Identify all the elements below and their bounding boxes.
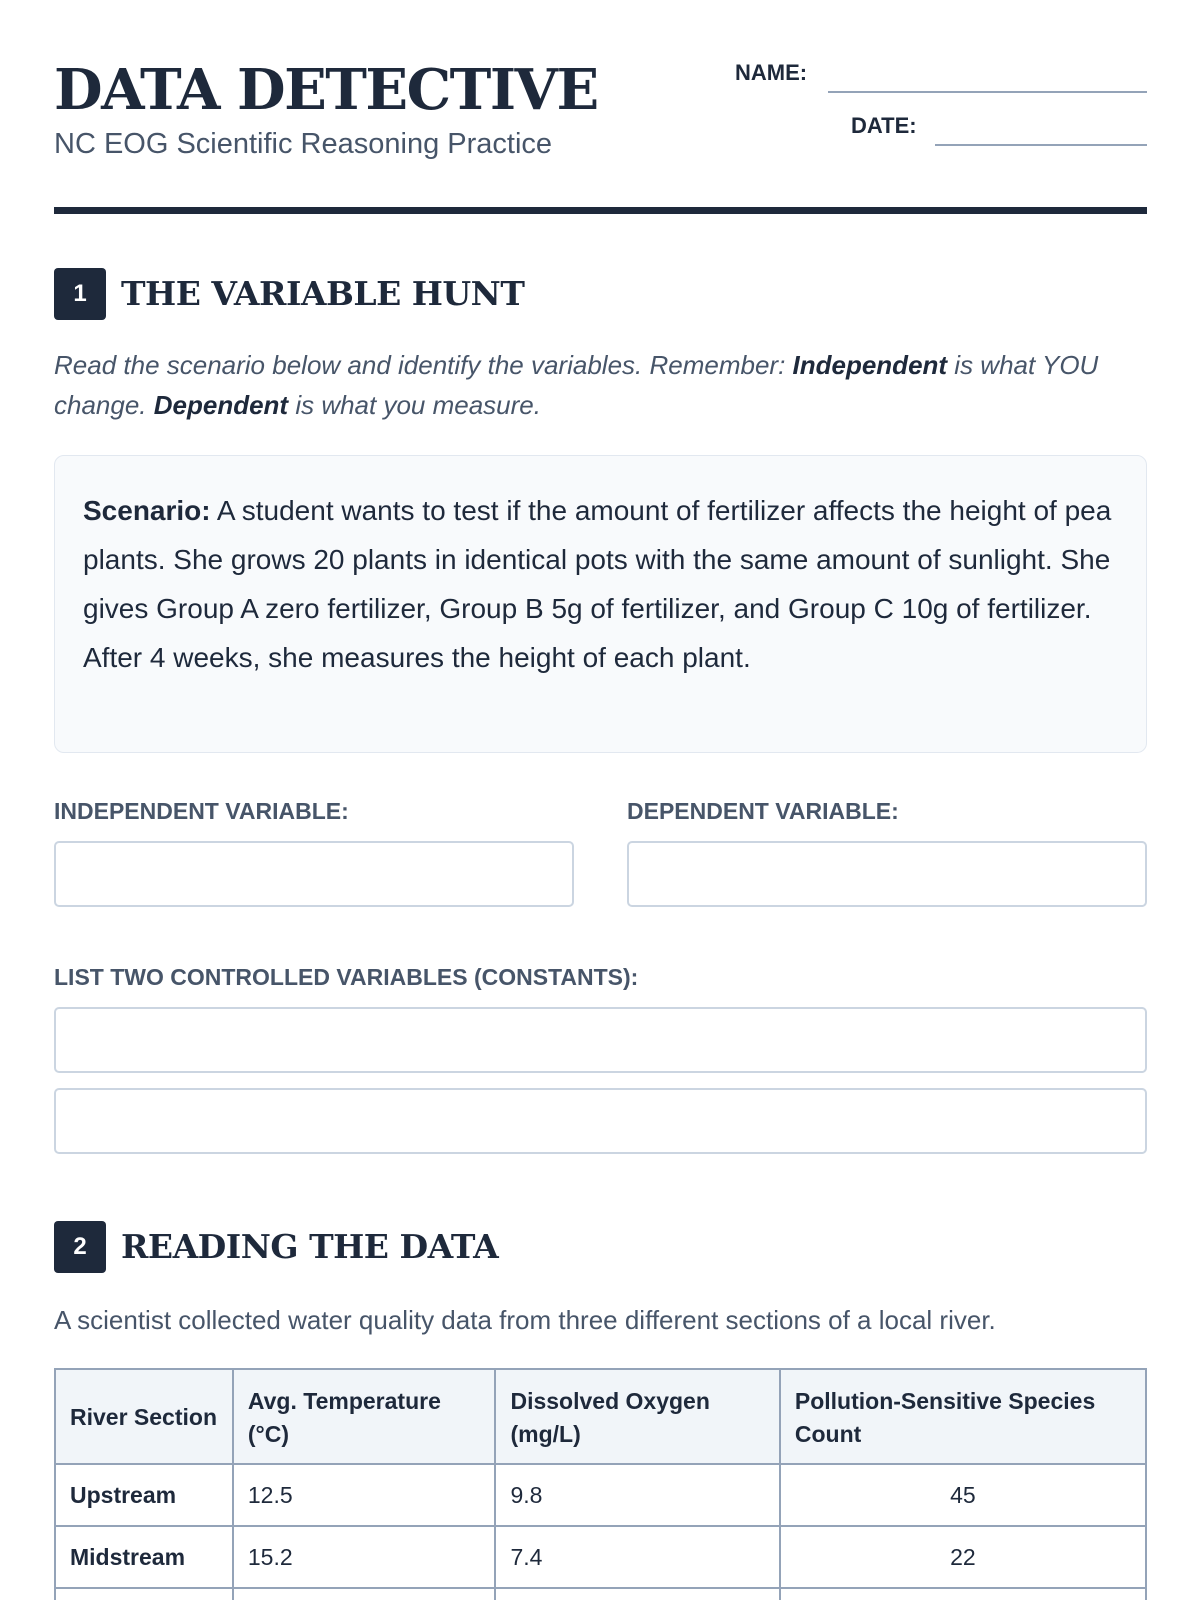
column-header: Dissolved Oxygen (mg/L) — [495, 1369, 779, 1464]
section-number-badge: 1 — [54, 268, 106, 320]
scenario-text: A student wants to test if the amount of fertilizer affects the height of pea plants. She grows 20 plants in identical pots with the same amount of sunlight. She gives Group A zero fertilizer, Group B 5g of fertilizer, and Group C 10g of fertilizer. After 4 weeks, she measures the height of each plant. — [83, 495, 1112, 673]
dependent-variable-label: DEPENDENT VARIABLE: — [627, 798, 899, 824]
column-header: River Section — [55, 1369, 233, 1464]
independent-variable-label: INDEPENDENT VARIABLE: — [54, 798, 349, 824]
table-cell: 7.4 — [495, 1526, 779, 1588]
table-cell: Upstream — [55, 1464, 233, 1526]
controlled-variable-input-2[interactable] — [54, 1088, 1147, 1154]
header-divider — [54, 207, 1147, 214]
section-intro: A scientist collected water quality data from three different sections of a local river. — [54, 1305, 996, 1335]
table-row — [55, 1588, 1146, 1600]
table-row — [55, 1526, 1146, 1588]
date-label: DATE: — [851, 113, 917, 138]
independent-variable-input[interactable] — [54, 841, 574, 907]
table-cell — [55, 1588, 233, 1600]
table-cell — [233, 1588, 496, 1600]
water-quality-table — [54, 1368, 1147, 1600]
table-cell: Midstream — [55, 1526, 233, 1588]
table-row — [55, 1464, 1146, 1526]
table-cell: 9.8 — [495, 1464, 779, 1526]
instructions-text: is what you measure. — [288, 390, 541, 420]
section-title-reading-data: READING THE DATA — [121, 1227, 499, 1266]
table-cell — [495, 1588, 779, 1600]
instructions-text: Read the scenario below and identify the variables. Remember: — [54, 350, 793, 380]
instructions-emphasis-dependent: Dependent — [153, 390, 289, 420]
section-title-variable-hunt: THE VARIABLE HUNT — [121, 274, 525, 313]
name-label: NAME: — [735, 60, 808, 85]
scenario-box — [54, 455, 1147, 753]
dependent-variable-input[interactable] — [627, 841, 1147, 907]
controlled-variable-input-1[interactable] — [54, 1007, 1147, 1073]
table-cell — [780, 1588, 1146, 1600]
instructions-emphasis-independent: Independent — [792, 350, 948, 380]
table-cell: 22 — [780, 1526, 1146, 1588]
column-header: Pollution-Sensitive Species Count — [780, 1369, 1146, 1464]
section-number-badge: 2 — [54, 1221, 106, 1273]
date-field[interactable] — [935, 144, 1147, 146]
column-header: Avg. Temperature (°C) — [233, 1369, 496, 1464]
scenario-label: Scenario: — [83, 495, 211, 526]
instructions-text: is what YOU change. — [54, 350, 1099, 420]
section-instructions — [54, 345, 1147, 425]
table-cell: 12.5 — [233, 1464, 496, 1526]
page-subtitle: NC EOG Scientific Reasoning Practice — [54, 128, 553, 160]
worksheet-page — [54, 0, 1147, 1600]
page-title: DATA DETECTIVE — [54, 57, 598, 123]
table-cell: 15.2 — [233, 1526, 496, 1588]
name-field[interactable] — [828, 91, 1147, 93]
worksheet-header — [54, 55, 1147, 215]
controlled-variables-label: LIST TWO CONTROLLED VARIABLES (CONSTANTS): — [54, 964, 639, 990]
table-header-row — [55, 1369, 1146, 1464]
table-cell: 45 — [780, 1464, 1146, 1526]
